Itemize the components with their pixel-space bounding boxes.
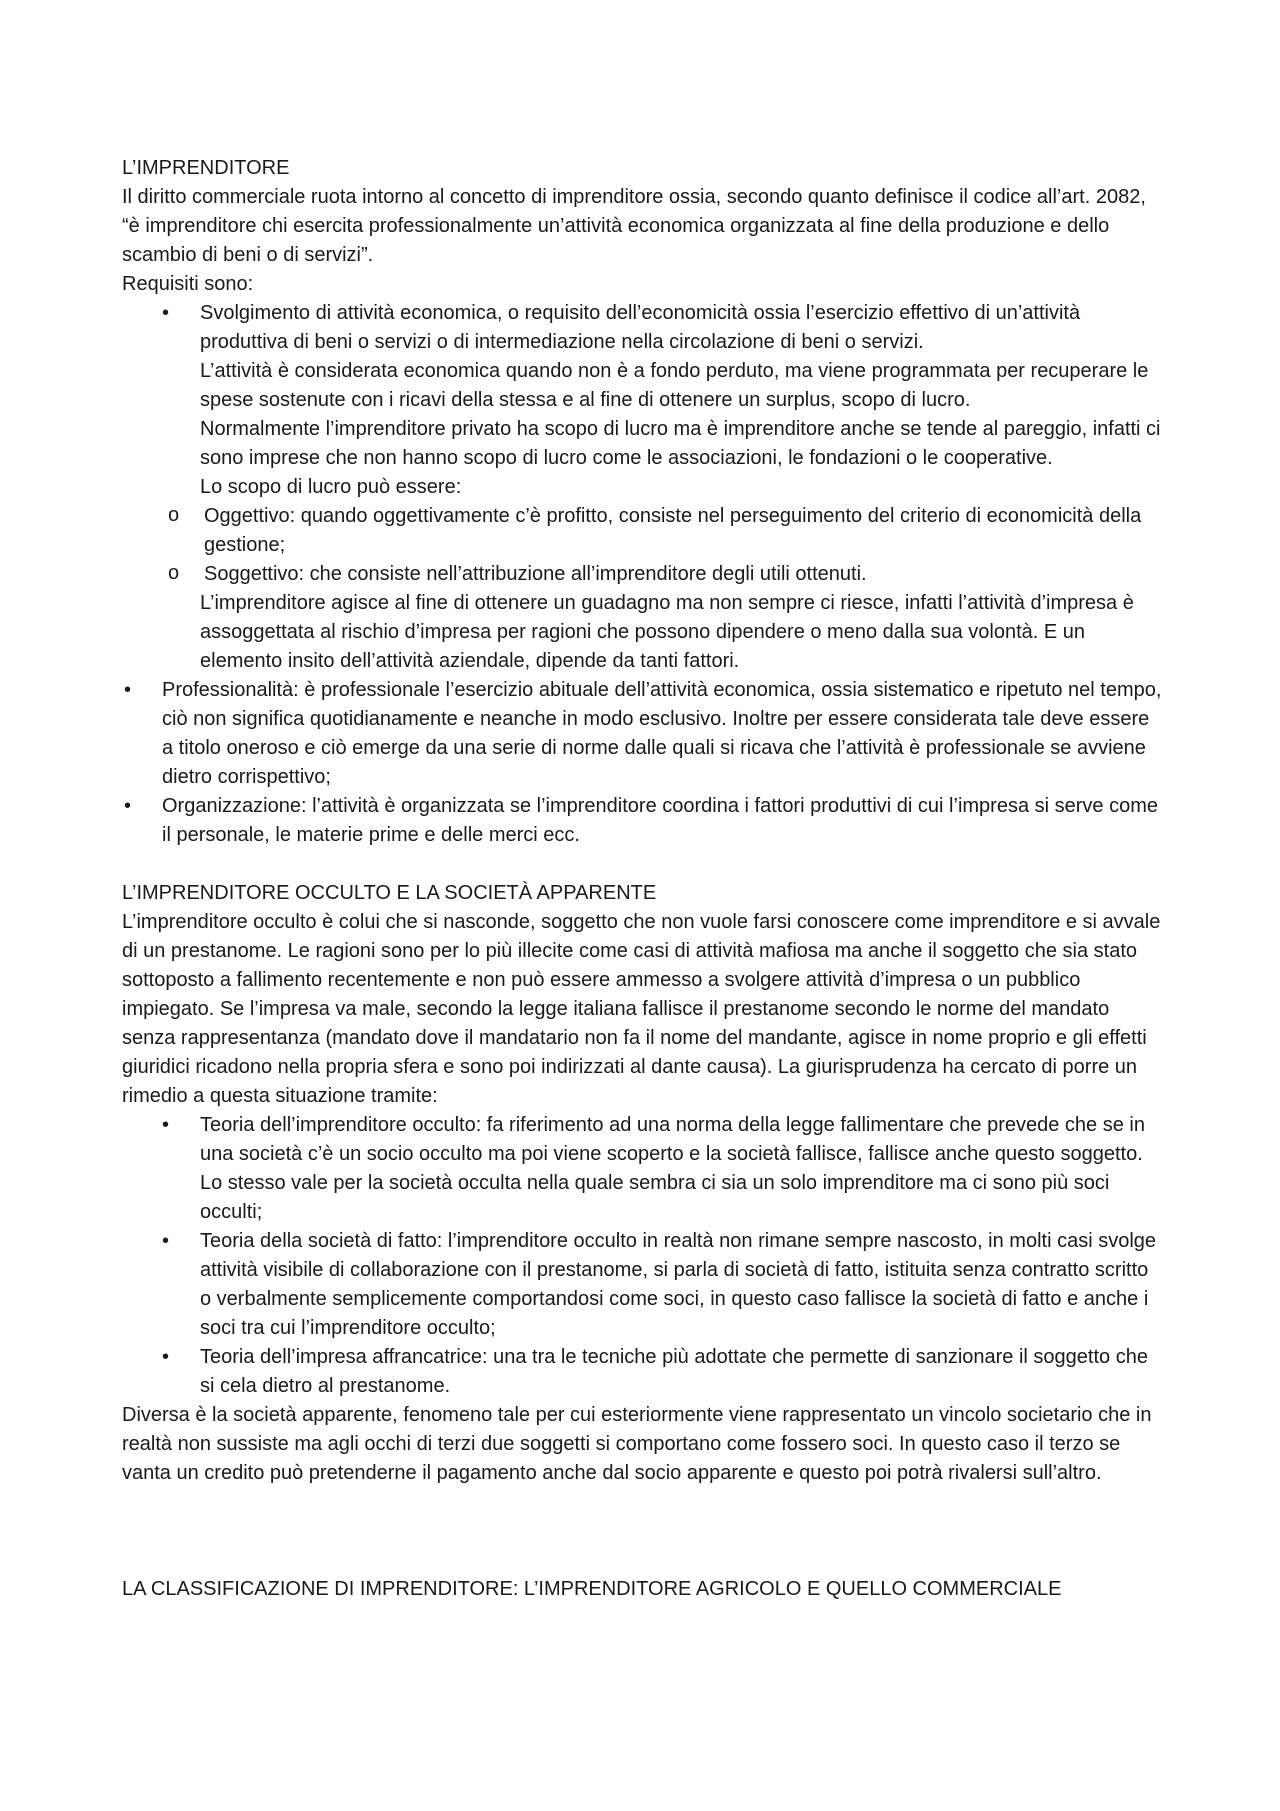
list-item-teoria-affrancatrice: • Teoria dell’impresa affrancatrice: una tra le tecniche più adottate che permette di sanzionare il soggetto che si cela dietro al prestanome. (122, 1343, 1162, 1401)
paragraph-occulto-intro: L’imprenditore occulto è colui che si nasconde, soggetto che non vuole farsi conoscere come imprenditore e si avvale di un prestanome. Le ragioni sono per lo più illecite come casi di attività mafiosa ma anche il soggetto che sia stato sottoposto a fallimento recentemente e non può essere ammesso a svolgere attività d’impresa o un pubblico impiegato. Se l’impresa va male, secondo la legge italiana fallisce il prestanome secondo le norme del mandato senza rappresentanza (mandato dove il mandatario non fa il nome del mandante, agisce in nome proprio e gli effetti giuridici ricadono nella propria sfera e sono poi indirizzati al dante causa). La giurisprudenza ha cercato di porre un rimedio a questa situazione tramite: (122, 911, 1161, 1107)
section-title-occulto: L’IMPRENDITORE OCCULTO E LA SOCIETÀ APPARENTE (122, 882, 657, 904)
list-item-organizzazione: • Organizzazione: l’attività è organizzata se l’imprenditore coordina i fattori produttivi di cui l’impresa si serve come il personale, le materie prime e delle merci ecc. (122, 792, 1162, 850)
paragraph-societa-apparente: Diversa è la società apparente, fenomeno tale per cui esteriormente viene rappresentato un vincolo societario che in realtà non sussiste ma agli occhi di terzi due soggetti si comportano come fossero soci. In questo caso il terzo se vanta un credito può pretenderne il pagamento anche dal socio apparente e questo poi potrà rivalersi sull’altro. (122, 1404, 1152, 1484)
paragraph-intro: Il diritto commerciale ruota intorno al concetto di imprenditore ossia, secondo quanto definisce il codice all’art. 2082, “è imprenditore chi esercita professionalmente un’attività economica organizzata al fine della produzione e dello scambio di beni o di servizi”. (122, 186, 1146, 266)
requisiti-list-continued (122, 676, 1162, 850)
spacer (122, 1488, 1162, 1575)
teorie-list (122, 1111, 1162, 1401)
list-item-text: L’attività è considerata economica quando non è a fondo perduto, ma viene programmata per recuperare le spese sostenute con i ricavi della stessa e al fine di ottenere un surplus, scopo di lucro. (200, 360, 1149, 411)
spacer (122, 850, 1162, 879)
list-item-text: • Svolgimento di attività economica, o requisito dell’economicità ossia l’esercizio effettivo di un’attività produttiva di beni o servizi o di intermediazione nella circolazione di beni o servizi. (200, 302, 1081, 353)
list-item-professionalita: • Professionalità: è professionale l’esercizio abituale dell’attività economica, ossia sistematico e ripetuto nel tempo, ciò non significa quotidianamente e neanche in modo esclusivo. Inoltre per essere considerata tale deve essere a titolo oneroso e ciò emerge da una serie di norme dalle quali si ricava che l’attività è professionale se avviene dietro corrispettivo; (122, 676, 1162, 792)
list-item-text: Lo scopo di lucro può essere: (200, 476, 462, 498)
list-item-oggettivo: o Oggettivo: quando oggettivamente c’è profitto, consiste nel perseguimento del criterio di economicità della gestione; (122, 502, 1162, 560)
list-item-attivita-economica (122, 299, 1162, 502)
requisiti-list (122, 299, 1162, 502)
list-item-text: Normalmente l’imprenditore privato ha scopo di lucro ma è imprenditore anche se tende al pareggio, infatti ci sono imprese che non hanno scopo di lucro come le associazioni, le fondazioni o le cooperative. (200, 418, 1161, 469)
list-item-soggettivo: o Soggettivo: che consiste nell’attribuzione all’imprenditore degli utili ottenuti. (122, 560, 1162, 589)
paragraph-rischio-impresa: L’imprenditore agisce al fine di ottenere un guadagno ma non sempre ci riesce, infatti l’attività d’impresa è assoggettata al rischio d’impresa per ragioni che possono dipendere o meno dalla sua volontà. E un elemento insito dell’attività aziendale, dipende da tanti fattori. (200, 592, 1134, 672)
requisiti-label: Requisiti sono: (122, 273, 254, 295)
list-item-teoria-societa-fatto: • Teoria della società di fatto: l’imprenditore occulto in realtà non rimane sempre nascosto, in molti casi svolge attività visibile di collaborazione con il prestanome, si parla di società di fatto, istituita senza contratto scritto o verbalmente semplicemente comportandosi come soci, in questo caso fallisce la società di fatto e anche i soci tra cui l’imprenditore occulto; (122, 1227, 1162, 1343)
document-page (122, 154, 1162, 1604)
section-title-classificazione: LA CLASSIFICAZIONE DI IMPRENDITORE: L’IMPRENDITORE AGRICOLO E QUELLO COMMERCIALE (122, 1578, 1062, 1600)
scopo-lucro-list (122, 502, 1162, 589)
list-item-teoria-occulto: • Teoria dell’imprenditore occulto: fa riferimento ad una norma della legge fallimentare che prevede che se in una società c’è un socio occulto ma poi viene scoperto e la società fallisce, fallisce anche questo soggetto. Lo stesso vale per la società occulta nella quale sembra ci sia un solo imprenditore ma ci sono più soci occulti; (122, 1111, 1162, 1227)
section-title-imprenditore: L’IMPRENDITORE (122, 157, 290, 179)
sublist-container (122, 502, 1162, 589)
